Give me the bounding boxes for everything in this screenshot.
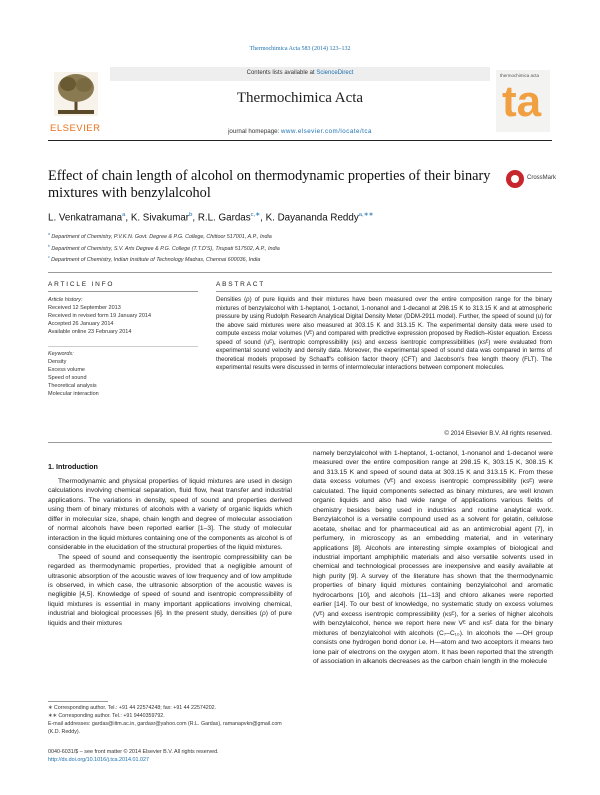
body-column-left	[48, 477, 292, 628]
header-rule	[48, 140, 552, 141]
history-item: Accepted 26 January 2014	[48, 321, 114, 327]
cover-letters: ta	[502, 77, 542, 126]
homepage-label: journal homepage:	[228, 128, 282, 135]
keyword-item: Theoretical analysis	[48, 383, 97, 389]
paragraph: The speed of sound and consequently the isentropic compressibility can be regarded as thermodynamic properties, provided that a negligible amount of ultrasonic absorption of the acoustic waves of low frequency and of low amplitude is observed, in which case, the ultrasonic absorption of the acoustic waves is negligible [4,5]. Knowledge of speed of sound and isentropic compressibility of liquid mixtures is essential in many important applications involving chemical, industrial and biological processes [6]. In the present study, densities (ρ) of pure liquids and their mixtures	[48, 553, 292, 627]
author-separator: ,	[260, 212, 266, 224]
author-sup[interactable]: c,∗	[250, 212, 261, 218]
keyword-item: Molecular interaction	[48, 391, 99, 397]
homepage-url-link[interactable]: www.elsevier.com/locate/tca	[281, 128, 372, 135]
author-separator: ,	[192, 212, 198, 224]
history-item: Received 12 September 2013	[48, 305, 121, 311]
footnotes	[48, 704, 292, 736]
contents-prefix: Contents lists available at	[246, 70, 317, 76]
author-sup[interactable]: b	[189, 212, 193, 218]
article-info-rule	[48, 291, 198, 292]
author-name: R.L. Gardas	[197, 212, 251, 224]
history-label: Article history:	[48, 297, 83, 303]
affiliations	[48, 230, 552, 265]
footnote-email[interactable]: E-mail addresses: gardas@iitm.ac.in, gardasr@yahoo.com (R.L. Gardas), ramanapvkn@gmail.com (K.D. Reddy).	[48, 721, 282, 735]
article-title: Effect of chain length of alcohol on thermodynamic properties of their binary mixtures with benzylalcohol	[48, 168, 491, 201]
journal-cover-image	[496, 70, 550, 132]
sciencedirect-link[interactable]: ScienceDirect	[316, 70, 354, 76]
paragraph: Thermodynamic and physical properties of liquid mixtures are used in design calculations involving chemical separation, fluid flow, heat transfer and industrial applications. The variations in density, speed of sound and properties derived using them of binary mixtures of alcohols with a variety of organic liquids which differ in molecular size, shape, chain length and degree of molecular association of normal alcohols have been reported earlier [1–3]. The study of molecular interaction in the liquid mixtures containing one of the components as alcohol is of considerable in the elucidation of the structural properties of the liquid mixtures.	[48, 478, 292, 552]
article-history	[48, 296, 198, 336]
keywords	[48, 350, 198, 398]
publisher-name: ELSEVIER	[50, 123, 101, 134]
affiliation-item	[48, 242, 552, 254]
author-name: L. Venkatramana	[48, 212, 123, 224]
body-rule	[48, 442, 552, 443]
abstract-rule	[216, 291, 552, 292]
author-list	[48, 212, 552, 223]
footnote-rule	[48, 701, 108, 702]
affiliation-item	[48, 230, 552, 242]
page-footer	[48, 748, 292, 765]
author-sup[interactable]: a	[122, 212, 126, 218]
paragraph: namely benzylalcohol with 1-heptanol, 1-octanol, 1-nonanol and 1-decanol were measured over the entire composition range at 298.15 K, 303.15 K, 308.15 K and 313.15 K and speed of sound data at 303.15 K and 313.15 K. From these data excess volumes (Vᴱ) and excess isentropic compressibility (κsᴱ) were calculated. The liquid components selected as binary mixtures, are well known organic liquids and also had wide range of applications various fields of chemistry besides being used in industries and routine analytical work. Benzylalcohol is a versatile compound used as a solvent for gelatin, cellulose acetate, shellac and for pharmaceutical aid as an antimicrobial agent [7], in perfumery, in microscopy as an embedding material, and in veterinary applications [8]. Alcohols are interesting simple examples of biological and industrial important amphiphilic materials and also versatile solvents used in chemical and technological processes are inexpensive and easily available at high purity [9]. A survey of the literature has shown that the thermodynamic properties of binary liquid mixtures containing benzylalcohol and aromatic hydrocarbons [10], and alcohols [11–13] and chloro alkanes were reported earlier [14]. To our best of knowledge, no systematic study on excess volumes (Vᴱ) and excess isentropic compressibility (κsᴱ), for a series of higher alcohols with benzylalcohol, hence we report here new Vᴱ and κsᴱ data for the binary mixtures of benzylalcohol with alcohols (C₇–C₁₀). In alcohols the —OH group consists one hydrogen bond donor i.e. H—atom and two acceptors it means two lone pair of electrons on the oxygen atom. It has been reported that the strength of association in alkanols decreases as the carbon chain length in the molecule	[313, 450, 553, 665]
issn-line: 0040-6031/$ – see front matter © 2014 Elsevier B.V. All rights reserved.	[48, 749, 219, 755]
history-item: Available online 23 February 2014	[48, 329, 132, 335]
crossmark-icon	[506, 170, 524, 188]
keywords-label: Keywords:	[48, 351, 74, 357]
affiliation-text: Department of Chemistry, Indian Institute of Technology Madras, Chennai 600036, India	[51, 256, 261, 263]
keyword-item: Speed of sound	[48, 375, 87, 381]
footnote: ∗∗ Corresponding author. Tel.: +91 9440359792.	[48, 713, 165, 719]
affiliation-text: Department of Chemistry, P.V.K.N. Govt. Degree & P.G. College, Chittoor 517001, A.P., India	[51, 233, 272, 240]
footnote: ∗ Corresponding author. Tel.: +91 44 22574248; fax: +91 44 22574202.	[48, 705, 217, 711]
section-rule	[48, 272, 552, 273]
introduction-heading: 1. Introduction	[48, 462, 98, 471]
affiliation-sup: b	[48, 243, 50, 248]
doi-link[interactable]: http://dx.doi.org/10.1016/j.tca.2014.01.027	[48, 757, 150, 764]
article-info-heading: ARTICLE INFO	[48, 281, 115, 288]
affiliation-sup: c	[48, 255, 50, 260]
body-column-right	[313, 449, 553, 666]
affiliation-sup: a	[48, 232, 50, 236]
history-item: Received in revised form 19 January 2014	[48, 313, 152, 319]
cover-title: thermochimica acta	[500, 73, 540, 78]
author-name: K. Sivakumar	[130, 212, 190, 224]
journal-citation-line[interactable]: Thermochimica Acta 583 (2014) 123–132	[249, 46, 351, 52]
crossmark-label: CrossMark	[527, 175, 557, 181]
abstract-heading: ABSTRACT	[216, 281, 266, 288]
author-separator: ,	[125, 212, 131, 224]
keyword-item: Excess volume	[48, 367, 85, 373]
abstract-text: Densities (ρ) of pure liquids and their mixtures have been measured over the entire composition range for the binary mixtures of benzylalcohol with 1-heptanol, 1-octanol, 1-nonanol and 1-decanol at 298.15 K to 313.15 K and at atmospheric pressure by using Rudolph Research Analytical Digital Density Meter (DDM-2911 model). Further, the speed of sound (u) for the above said mixtures were also measured at 303.15 K and 313.15 K. The experimental density data were used to compute excess molar volumes (Vᴱ) and compared with predictive expression proposed by Redlich–Kister equation. Excess speed of sound (uᴱ), isentropic compressibility (κs) and excess isentropic compressibilities (κsᴱ) were evaluated from experimental sound velocity and density data. Moreover, the experimental speed of sound data was compared in terms of theoretical models proposed by Schaaff's collision factor theory (CFT) and Jacobson's free length theory (FLT). The experimental results were discussed in terms of intermolecular interactions between component molecules.	[216, 296, 552, 371]
affiliation-item	[48, 253, 552, 265]
affiliation-text: Department of Chemistry, S.V. Arts Degree & P.G. College (T.T.D'S), Tirupati 517502, A.P., India	[51, 245, 280, 252]
crossmark-badge[interactable]	[506, 170, 558, 190]
copyright: © 2014 Elsevier B.V. All rights reserved.	[444, 430, 552, 437]
author-name: K. Dayananda Reddy	[265, 212, 359, 224]
author-sup[interactable]: a,∗∗	[358, 212, 374, 218]
keyword-item: Density	[48, 359, 67, 365]
keywords-rule	[48, 346, 198, 347]
journal-title: Thermochimica Acta	[236, 90, 364, 106]
